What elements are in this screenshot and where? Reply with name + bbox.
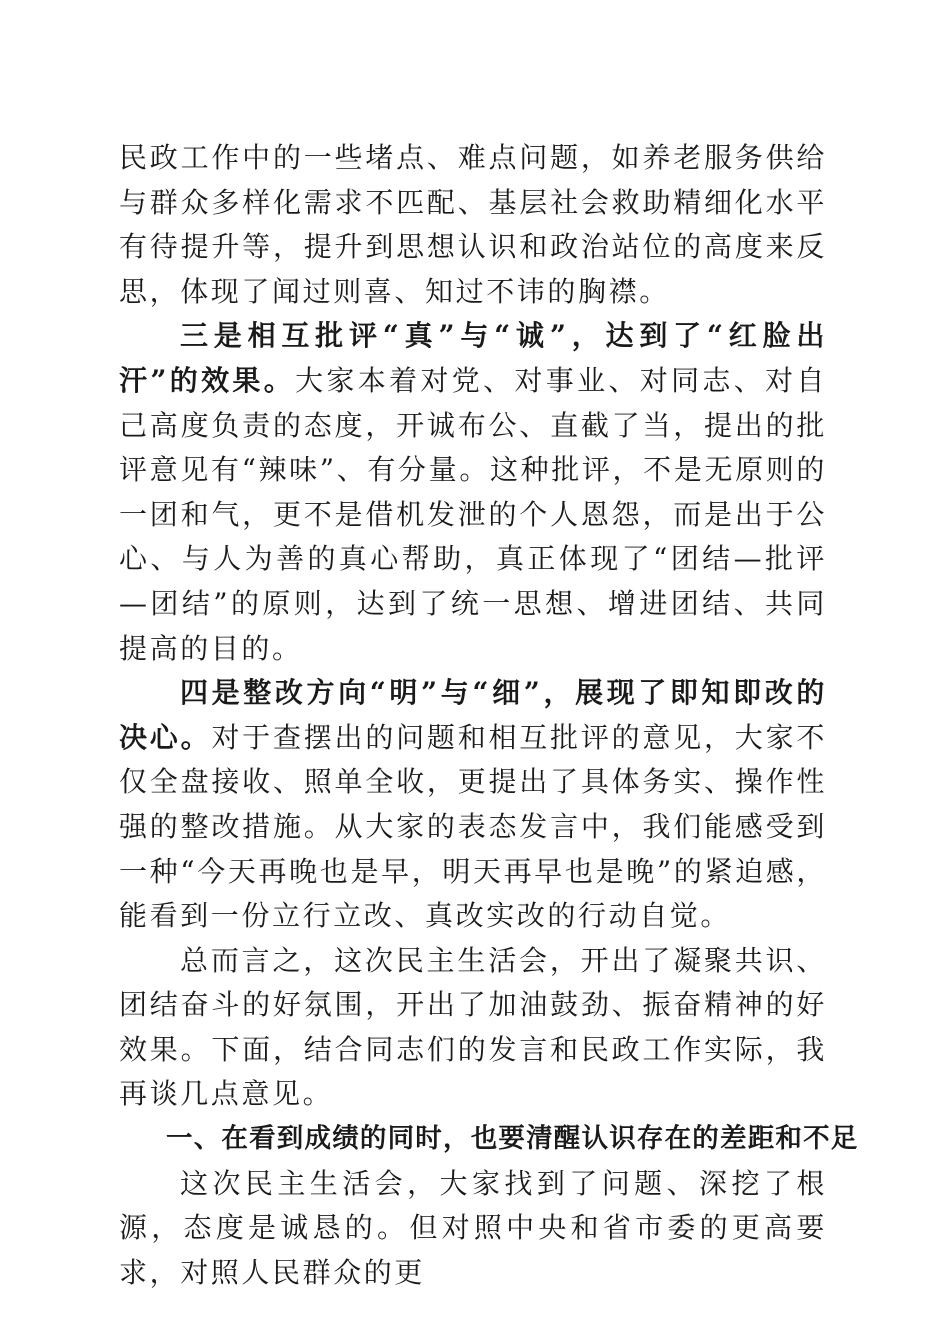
paragraph-text: 大家本着对党、对事业、对同志、对自己高度负责的态度，开诚布公、直截了当，提出的批评意见有“辣味”、有分量。这种批评，不是无原则的一团和气，更不是借机发泄的个人恩怨，而是出于公心、与人为善的真心帮助，真正体现了“团结—批评—团结”的原则，达到了统一思想、增进团结、共同提高的目的。 — [119, 363, 827, 665]
section-heading — [119, 1117, 859, 1162]
paragraph-section-intro — [119, 1162, 827, 1296]
paragraph-text: 对于查摆出的问题和相互批评的意见，大家不仅全盘接收、照单全收，更提出了具体务实、操作性强的整改措施。从大家的表态发言中，我们能感受到一种“今天再晚也是早，明天再早也是晚”的紧迫感，能看到一份立行立改、真改实改的行动自觉。 — [119, 720, 827, 933]
document-body — [119, 136, 859, 1295]
paragraph-rectification — [119, 671, 827, 939]
paragraph-summary — [119, 939, 827, 1117]
paragraph-lead-bold: 三是相互批评“真”与“诚”，达到了“红脸出汗”的效果。 — [119, 319, 827, 397]
paragraph-text: 民政工作中的一些堵点、难点问题，如养老服务供给与群众多样化需求不匹配、基层社会救助精细化水平有待提升等，提升到思想认识和政治站位的高度来反思，体现了闻过则喜、知过不讳的胸襟。 — [119, 141, 827, 308]
paragraph-lead-bold: 四是整改方向“明”与“细”，展现了即知即改的决心。 — [119, 676, 827, 754]
paragraph-mutual-criticism — [119, 314, 827, 671]
paragraph-text: 这次民主生活会，大家找到了问题、深挖了根源，态度是诚恳的。但对照中央和省市委的更高要求，对照人民群众的更 — [119, 1166, 827, 1289]
paragraph-continued — [119, 136, 827, 314]
section-heading-text: 一、在看到成绩的同时，也要清醒认识存在的差距和不足 — [166, 1123, 859, 1155]
paragraph-text: 总而言之，这次民主生活会，开出了凝聚共识、团结奋斗的好氛围，开出了加油鼓劲、振奋精神的好效果。下面，结合同志们的发言和民政工作实际，我再谈几点意见。 — [119, 943, 827, 1111]
